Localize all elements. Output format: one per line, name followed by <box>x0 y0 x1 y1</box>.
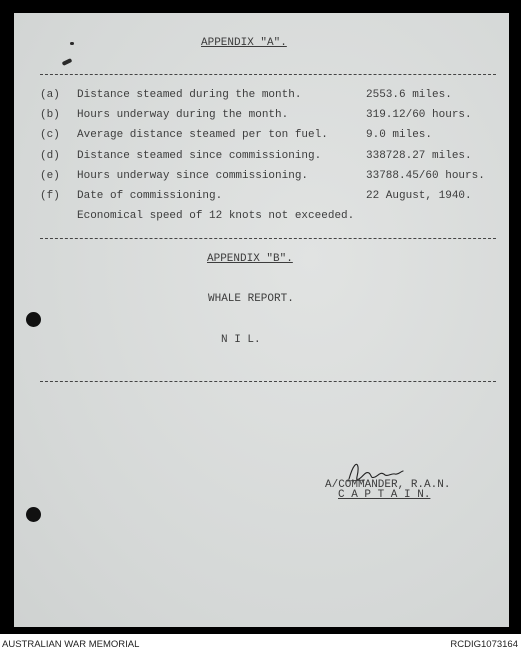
item-value: 319.12/60 hours. <box>366 109 472 121</box>
item-value: 33788.45/60 hours. <box>366 170 485 182</box>
item-value: 338728.27 miles. <box>366 150 472 162</box>
appendix-a-title: APPENDIX "A". <box>201 37 287 49</box>
paper-blemish <box>70 42 74 45</box>
item-label: (d) <box>40 150 60 162</box>
document-page <box>14 13 509 627</box>
economy-note: Economical speed of 12 knots not exceeded. <box>77 210 355 222</box>
item-description: Hours underway since commissioning. <box>77 170 309 182</box>
divider-middle <box>40 238 496 239</box>
divider-top <box>40 74 496 75</box>
item-value: 9.0 miles. <box>366 129 433 141</box>
item-value: 22 August, 1940. <box>366 190 472 202</box>
item-description: Hours underway during the month. <box>77 109 289 121</box>
signatory-rank: A/COMMANDER, R.A.N. <box>325 479 451 491</box>
punch-hole <box>26 312 41 327</box>
item-label: (b) <box>40 109 60 121</box>
item-label: (f) <box>40 190 60 202</box>
item-label: (c) <box>40 129 60 141</box>
whale-report-body: N I L. <box>221 334 261 346</box>
item-label: (e) <box>40 170 60 182</box>
item-label: (a) <box>40 89 60 101</box>
archive-footer <box>0 634 521 653</box>
appendix-b-title: APPENDIX "B". <box>207 253 293 265</box>
item-description: Date of commissioning. <box>77 190 223 202</box>
archive-reference: RCDIG1073164 <box>450 639 518 650</box>
item-description: Distance steamed during the month. <box>77 89 302 101</box>
divider-bottom <box>40 381 496 382</box>
item-value: 2553.6 miles. <box>366 89 452 101</box>
signatory-role: C A P T A I N. <box>338 489 431 501</box>
item-description: Distance steamed since commissioning. <box>77 150 322 162</box>
archive-name: AUSTRALIAN WAR MEMORIAL <box>2 639 140 650</box>
punch-hole <box>26 507 41 522</box>
whale-report-heading: WHALE REPORT. <box>208 293 294 305</box>
item-description: Average distance steamed per ton fuel. <box>77 129 328 141</box>
